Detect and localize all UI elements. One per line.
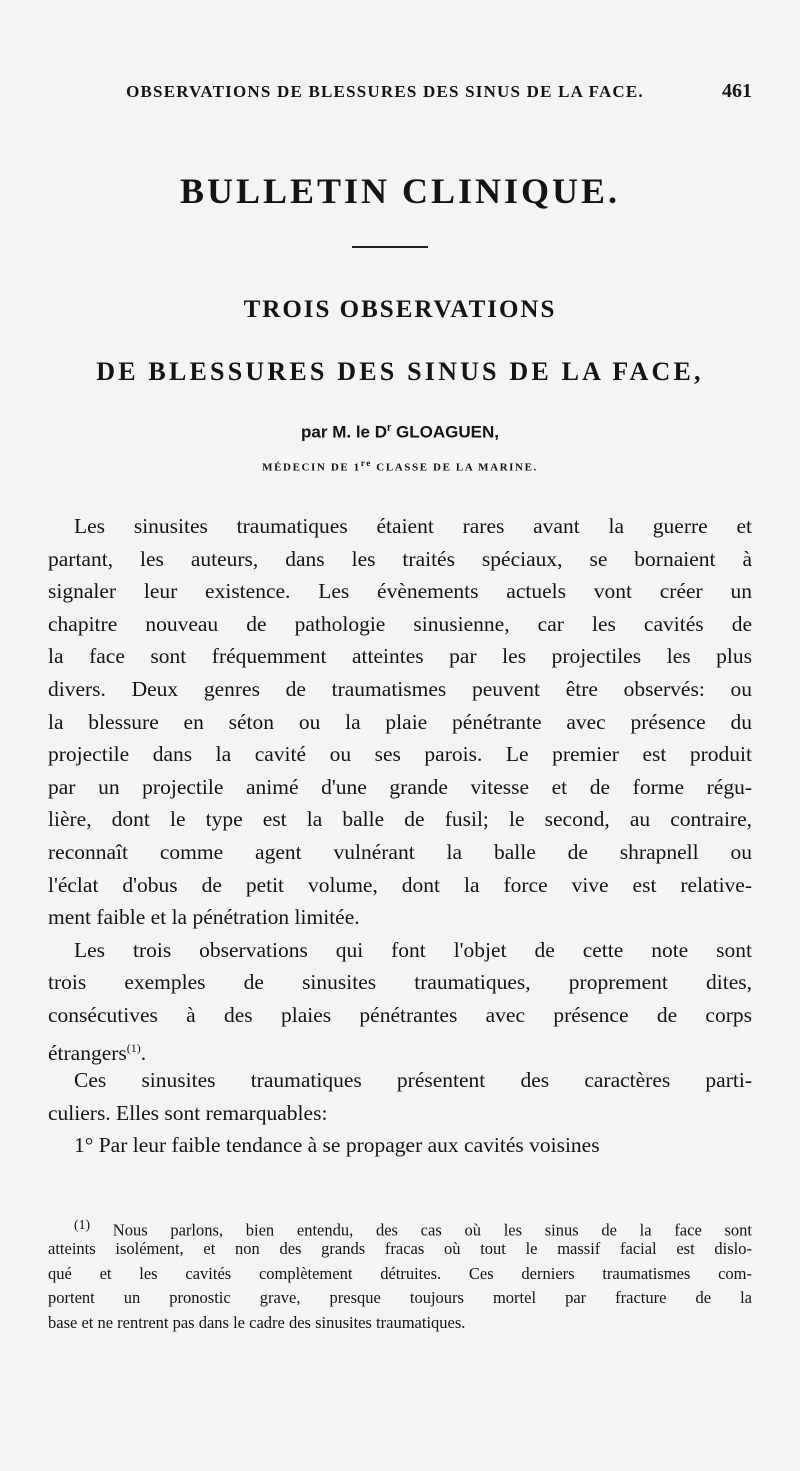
body-line: Les trois observations qui font l'objet de cette note sont	[74, 937, 752, 962]
body-line: chapitre nouveau de pathologie sinusienne, car les cavités de	[48, 611, 752, 636]
affiliation	[0, 458, 800, 474]
body-line: partant, les auteurs, dans les traités spéciaux, se bornaient à	[48, 546, 752, 571]
footnote	[48, 1213, 752, 1335]
body-line: reconnaît comme agent vulnérant la balle de shrapnell ou	[48, 839, 752, 864]
body-line: projectile dans la cavité ou ses parois. Le premier est produit	[48, 742, 752, 767]
byline-author: GLOAGUEN,	[391, 422, 499, 442]
body-line: divers. Deux genres de traumatismes peuvent être observés: ou	[48, 676, 752, 701]
body-line-footnote-ref: étrangers$^{(1)}$.	[48, 1040, 147, 1065]
title-divider	[352, 246, 428, 248]
body-line: ment faible et la pénétration limitée.	[48, 905, 360, 930]
article-title-line-2: DE BLESSURES DES SINUS DE LA FACE,	[96, 357, 704, 386]
body-line: Ces sinusites traumatiques présentent des caractères parti-	[74, 1068, 752, 1093]
footnote-line	[48, 1213, 753, 1240]
byline-prefix: par M. le D	[301, 422, 387, 442]
body-line: la face sont fréquemment atteintes par les projectiles les plus	[48, 644, 752, 669]
affiliation-suffix: CLASSE DE LA MARINE.	[371, 461, 538, 474]
byline	[0, 422, 800, 443]
footnote-line: portent un pronostic grave, presque toujours mortel par fracture de la	[48, 1288, 752, 1308]
footnote-line: base et ne rentrent pas dans le cadre des sinusites traumatiques.	[48, 1312, 466, 1332]
affiliation-sup: re	[360, 458, 372, 468]
body-line: consécutives à des plaies pénétrantes avec présence de corps	[48, 1002, 752, 1027]
body-line: lière, dont le type est la balle de fusil; le second, au contraire,	[48, 807, 752, 832]
body-line: trois exemples de sinusites traumatiques, proprement dites,	[48, 970, 752, 995]
byline-sup: r	[387, 422, 392, 434]
section-title: BULLETIN CLINIQUE.	[179, 171, 621, 211]
running-title: OBSERVATIONS DE BLESSURES DES SINUS DE LA FACE.	[126, 82, 644, 101]
body-line: l'éclat d'obus de petit volume, dont la force vive est relative-	[48, 872, 752, 897]
footnote-reference: (1)	[126, 1040, 141, 1055]
body-text	[48, 510, 752, 1162]
page-number: 461	[722, 80, 752, 102]
article-title-line-1: TROIS OBSERVATIONS	[243, 296, 557, 323]
footnote-marker: (1)	[74, 1217, 91, 1232]
body-line: par un projectile animé d'une grande vitesse et de forme régu-	[48, 774, 752, 799]
footnote-text: Nous parlons, bien entendu, des cas où les sinus de la face sont	[112, 1220, 753, 1240]
footnote-line: atteints isolément, et non des grands fracas où tout le massif facial est dislo-	[48, 1239, 752, 1259]
body-line: la blessure en séton ou la plaie pénétrante avec présence du	[48, 709, 752, 734]
body-line-text: étrangers	[48, 1040, 127, 1065]
running-head	[48, 80, 752, 103]
footnote-line: qué et les cavités complètement détruites. Ces derniers traumatismes com-	[48, 1263, 752, 1283]
body-line: 1° Par leur faible tendance à se propager aux cavités voisines	[74, 1133, 600, 1158]
body-line: signaler leur existence. Les évènements actuels vont créer un	[48, 579, 752, 604]
body-line: Les sinusites traumatiques étaient rares avant la guerre et	[74, 514, 752, 538]
affiliation-prefix: MÉDECIN DE 1	[262, 461, 361, 474]
body-line: culiers. Elles sont remarquables:	[48, 1100, 328, 1125]
